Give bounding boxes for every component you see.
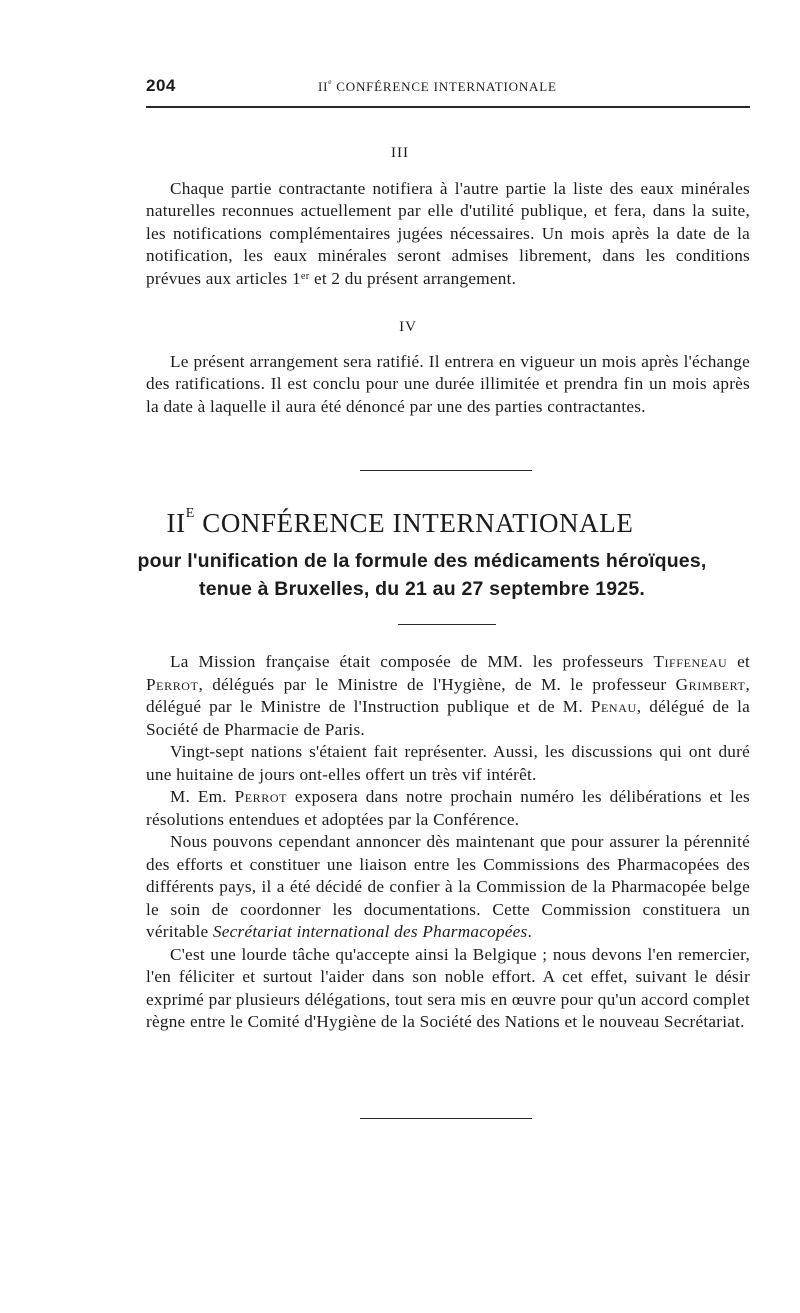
conference-title-sup: E xyxy=(185,506,195,521)
section-number-iii: III xyxy=(391,145,409,161)
person-name: Perrot xyxy=(146,674,199,694)
person-name: Grimbert xyxy=(675,674,746,694)
section-iii-text-1: Chaque partie contractante notifiera à l'autre partie la liste des eaux minérales naturelles reconnues actuellement par elle d'utilité publique, et fera, dans la suite, les notifications complémentaires jugées nécessaires. Un mois après la date de la notification, les eaux minérales seront admises librement, dans les conditions prévues aux articles xyxy=(146,179,750,288)
section-number-iv: IV xyxy=(399,319,417,335)
conference-title xyxy=(0,508,800,539)
conference-title-roman: II xyxy=(166,508,186,538)
section-iv-paragraph: Le présent arrangement sera ratifié. Il entrera en vigueur un mois après l'échange des ratifications. Il est conclu pour une durée illimitée et prendra fin un mois après la date à laquelle il aura été dénoncé par une des parties contractantes. xyxy=(146,352,750,416)
running-title-roman: II xyxy=(318,79,329,94)
person-name: Perrot xyxy=(234,787,288,806)
body-text: . xyxy=(527,922,533,941)
body-text: La Mission française était composée de MM. les professeurs xyxy=(170,652,654,671)
running-title-text: CONFÉRENCE INTERNATIONALE xyxy=(332,79,557,94)
body-text: M. Em. xyxy=(170,787,235,806)
body-paragraph-mission xyxy=(146,651,750,741)
body-text: exposera dans notre prochain numéro les délibérations et les résolutions entendues et adoptées par la Conférence. xyxy=(146,787,750,829)
running-title xyxy=(318,79,557,95)
body-paragraph-nations: Vingt-sept nations s'étaient fait représenter. Aussi, les discussions qui ont duré une huitaine de jours ont-elles offert un très vif intérêt. xyxy=(146,742,750,784)
article-ordinal-sup: er xyxy=(300,270,310,282)
section-iii-text-2: et 2 du présent arrangement. xyxy=(309,268,517,288)
article-ordinal: 1 xyxy=(292,268,301,288)
header-rule xyxy=(146,106,750,108)
body-paragraph-perrot xyxy=(146,786,750,831)
person-name: Tiffeneau xyxy=(653,652,728,671)
body-text: Nous pouvons cependant annoncer dès maintenant que pour assurer la pérennité des efforts et constituer une liaison entre les Commissions des Pharmacopées des différents pays, il a été décidé de confier à la Commission de la Pharmacopée belge le soin de coordonner les documentations. Cette Commission constituera un véritable xyxy=(146,832,750,941)
article-body xyxy=(146,651,750,1034)
page-number: 204 xyxy=(146,76,176,95)
body-text: et xyxy=(727,652,750,671)
italic-term: Secrétariat international des Pharmacopées xyxy=(212,922,528,941)
conference-subtitle-line-1: pour l'unification de la formule des médicaments héroïques, xyxy=(137,550,707,572)
section-iii-paragraph xyxy=(146,178,750,290)
person-name: Penau xyxy=(590,697,637,716)
conference-subtitle-line-2: tenue à Bruxelles, du 21 au 27 septembre 1925. xyxy=(199,578,645,600)
body-text: , délégué par le Ministre de l'Instruction publique et de M. xyxy=(146,674,750,716)
body-paragraph-belgique: C'est une lourde tâche qu'accepte ainsi la Belgique ; nous devons l'en remercier, l'en féliciter et surtout l'aider dans son noble effort. A cet effet, suivant le désir exprimé par plusieurs délégations, tout sera mis en œuvre pour qu'un accord complet règne entre le Comité d'Hygiène de la Société des Nations et le nouveau Secrétariat. xyxy=(146,944,750,1031)
body-text: , délégués par le Ministre de l'Hygiène, de M. le professeur xyxy=(198,674,676,694)
body-text: , délégué de la Société de Pharmacie de Paris. xyxy=(146,697,750,739)
body-paragraph-secretariat xyxy=(146,831,750,944)
separator-rule-short xyxy=(398,624,496,625)
end-rule xyxy=(360,1118,532,1119)
running-head xyxy=(146,76,750,98)
separator-rule xyxy=(360,470,532,471)
running-title-sup: e xyxy=(328,77,333,86)
conference-title-text: CONFÉRENCE INTERNATIONALE xyxy=(194,508,634,538)
